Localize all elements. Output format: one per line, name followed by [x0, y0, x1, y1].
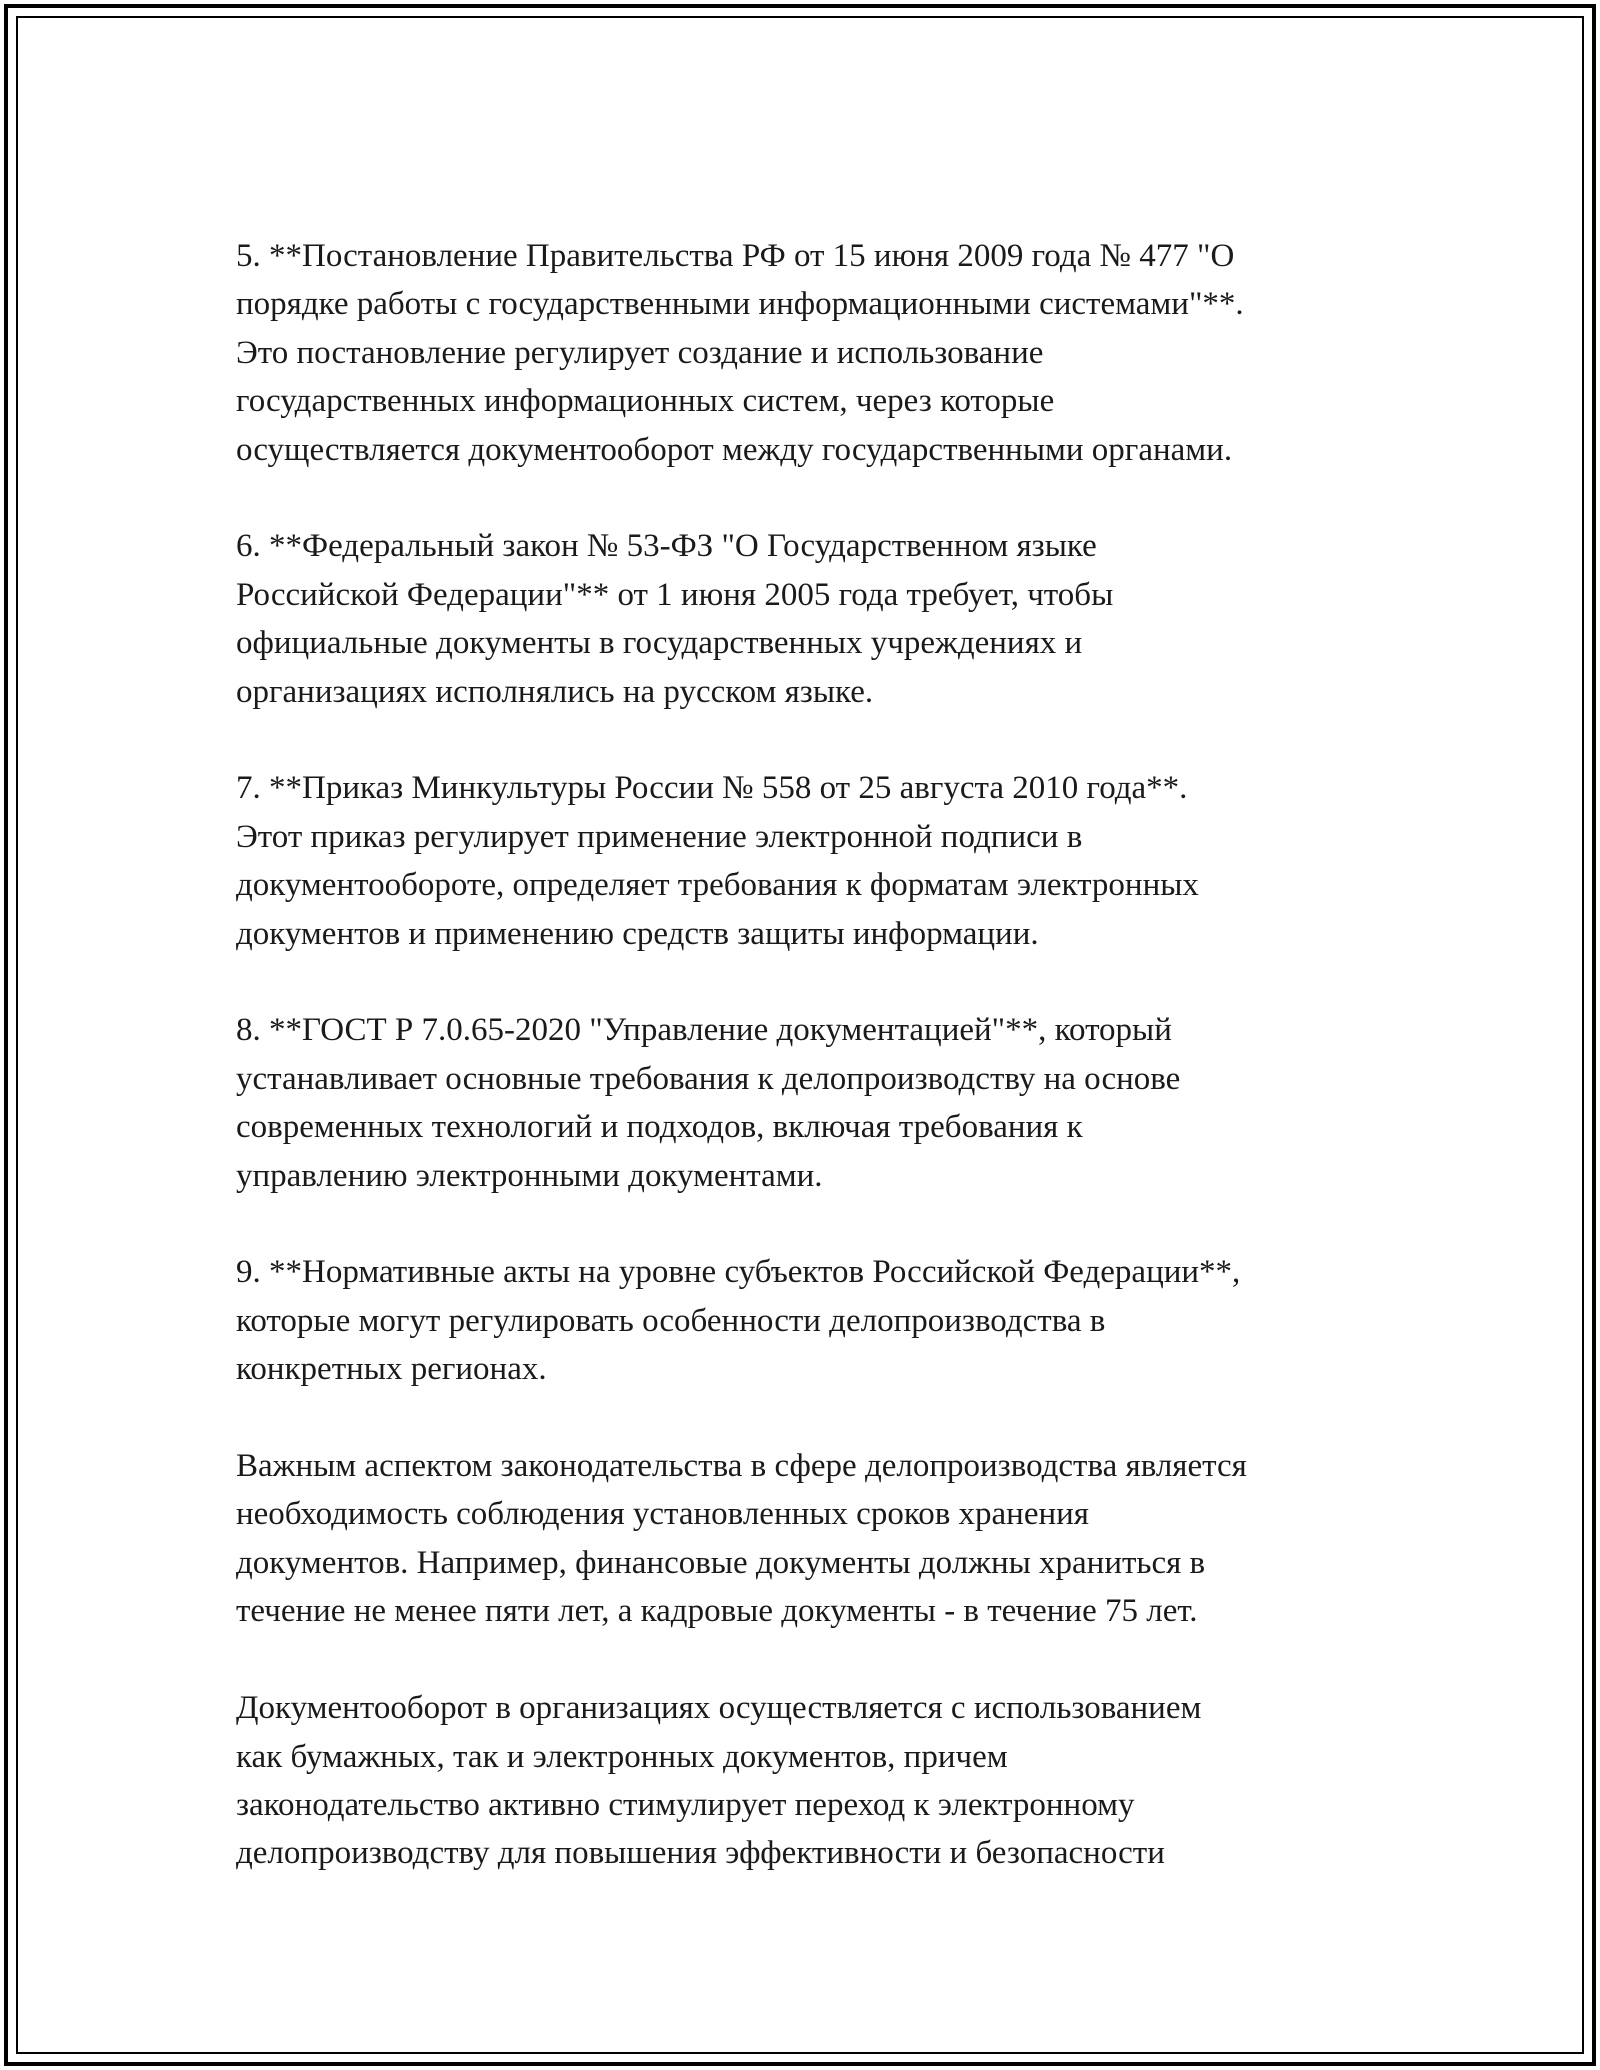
text-line: законодательство активно стимулирует переход к электронному	[236, 1786, 1135, 1823]
paragraph-item-8	[236, 1006, 1396, 1200]
text-line: Важным аспектом законодательства в сфере делопроизводства является	[236, 1448, 1247, 1485]
text-line: 6. **Федеральный закон № 53-ФЗ "О Государственном языке	[236, 528, 1097, 565]
text-line: документов и применению средств защиты информации.	[236, 915, 1039, 952]
text-line: необходимость соблюдения установленных сроков хранения	[236, 1496, 1089, 1533]
text-line: современных технологий и подходов, включая требования к	[236, 1109, 1083, 1146]
text-line: 7. **Приказ Минкультуры России № 558 от 25 августа 2010 года**.	[236, 770, 1188, 807]
text-line: Российской Федерации"** от 1 июня 2005 года требует, чтобы	[236, 576, 1114, 613]
text-line: документообороте, определяет требования к форматам электронных	[236, 867, 1199, 904]
text-line: Этот приказ регулирует применение электронной подписи в	[236, 818, 1083, 855]
paragraph-storage-terms	[236, 1442, 1396, 1636]
text-line: течение не менее пяти лет, а кадровые документы - в течение 75 лет.	[236, 1593, 1198, 1630]
text-line: 9. **Нормативные акты на уровне субъектов Российской Федерации**,	[236, 1254, 1241, 1291]
text-line: 5. **Постановление Правительства РФ от 15 июня 2009 года № 477 "О	[236, 238, 1235, 274]
text-line: делопроизводству для повышения эффективности и безопасности	[236, 1835, 1165, 1872]
text-line: организациях исполнялись на русском языке.	[236, 673, 874, 710]
document-body	[236, 232, 1396, 1926]
text-line: конкретных регионах.	[236, 1351, 547, 1388]
paragraph-item-5	[236, 232, 1396, 474]
paragraph-item-7	[236, 764, 1396, 958]
text-line: Документооборот в организациях осуществляется с использованием	[236, 1690, 1202, 1727]
paragraph-item-9	[236, 1248, 1396, 1393]
text-line: 8. **ГОСТ Р 7.0.65-2020 "Управление документацией"**, который	[236, 1012, 1172, 1049]
text-line: устанавливает основные требования к делопроизводству на основе	[236, 1060, 1181, 1097]
text-line: порядке работы с государственными информационными системами"**.	[236, 286, 1244, 323]
text-line: которые могут регулировать особенности делопроизводства в	[236, 1302, 1106, 1339]
text-line: государственных информационных систем, через которые	[236, 383, 1055, 420]
paragraph-item-6	[236, 522, 1396, 716]
text-line: документов. Например, финансовые документы должны храниться в	[236, 1544, 1206, 1581]
text-line: Это постановление регулирует создание и использование	[236, 334, 1044, 371]
text-line: официальные документы в государственных учреждениях и	[236, 625, 1083, 662]
text-line: управлению электронными документами.	[236, 1157, 823, 1194]
text-line: как бумажных, так и электронных документов, причем	[236, 1738, 1008, 1775]
text-line: осуществляется документооборот между государственными органами.	[236, 431, 1233, 468]
paragraph-document-flow	[236, 1684, 1396, 1878]
